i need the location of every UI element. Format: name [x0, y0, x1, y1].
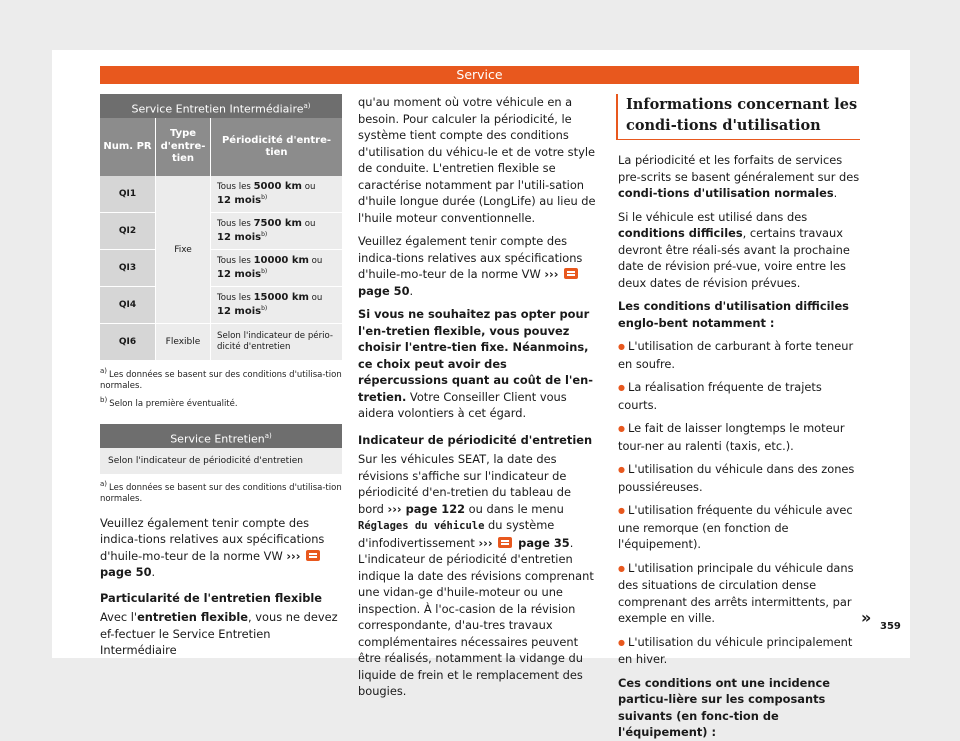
- list-item: ● Le fait de laisser longtemps le moteur tour-ner au ralenti (taxis, etc.).: [618, 420, 860, 454]
- footnote-b: $^{b)}$ Selon la première éventualité.: [100, 395, 238, 409]
- intermediate-service-table: [100, 118, 342, 361]
- paragraph: Avec l'entretien flexible, vous ne devez ef-fectuer le Service Entretien Intermédiaire: [100, 610, 338, 658]
- column-right: [618, 94, 860, 741]
- page-ref-link[interactable]: page 50: [358, 283, 410, 298]
- subheading: Les conditions d'utilisation difficiles englo-bent notamment :: [618, 299, 849, 330]
- paragraph: Veuillez également tenir compte des indica-tions relatives aux spécifications d'huile-mo-teur de la norme VW ››› page 50.: [358, 234, 583, 298]
- column-left: [100, 94, 342, 659]
- continue-arrow: »: [861, 608, 872, 627]
- paragraph: Sur les véhicules SEAT, la date des révisions s'affiche sur l'indicateur de périodicité d'en-tretien du tableau de bord ››› page 122 ou dans le menu Réglages du véhicule du système d'infodivertissement ››› page 35. L'indicateur de périodicité d'entretien indique la date des révisions comprenant une vidan-ge d'huile-moteur ou une inspection. À l'oc-casion de la révision correspondante, d'au-tres travaux complémentaires nécessaires peuvent être réalisés, notamment la vidange du liquide de frein et le remplacement des bougies.: [358, 452, 594, 698]
- page-ref-link[interactable]: ›››: [478, 535, 493, 550]
- list-item: ● L'utilisation fréquente du véhicule avec une remorque (en fonction de l'équipement).: [618, 502, 860, 553]
- page-ref-link[interactable]: ›››: [544, 267, 559, 281]
- table2-title: Service Entretien$^{a)}$: [100, 424, 342, 448]
- page-ref-link[interactable]: ›››: [286, 548, 301, 563]
- table-row: QI1 Fixe Tous les 5000 km ou 12 mois$^{b)}$: [100, 176, 342, 213]
- type-fixe: Fixe: [156, 176, 211, 324]
- column-middle: [358, 94, 600, 700]
- col-header-type: Type d'entre-tien: [156, 118, 211, 176]
- table1-title: Service Entretien Intermédiaire$^{a)}$: [100, 94, 342, 118]
- table2-footnote: $^{a)}$ Les données se basent sur des conditions d'utilisa-tion normales.: [100, 479, 342, 504]
- col-header-num: Num. PR: [100, 118, 156, 176]
- paragraph: Si le véhicule est utilisé dans des conditions difficiles, certains travaux devront être réali-sés avant la prochaine date de révision pré-vue, voire entre les deux dates de révision prévues.: [618, 209, 850, 290]
- section-header: Service: [100, 66, 859, 84]
- list-item: ● La réalisation fréquente de trajets courts.: [618, 379, 860, 413]
- list-item: ● L'utilisation du véhicule dans des zones poussiéreuses.: [618, 461, 860, 495]
- section-title: Informations concernant les condi-tions d'utilisation: [616, 94, 860, 140]
- subheading: Particularité de l'entretien flexible: [100, 590, 323, 605]
- page-ref-link[interactable]: page 35: [514, 535, 570, 550]
- footnote-a: $^{a)}$ Les données se basent sur des conditions d'utilisa-tion normales.: [100, 367, 342, 391]
- list-item: ● L'utilisation de carburant à forte teneur en soufre.: [618, 338, 860, 372]
- book-icon: [564, 268, 578, 279]
- page-ref-link[interactable]: page 50: [100, 565, 152, 580]
- table2-row: Selon l'indicateur de périodicité d'entretien: [100, 448, 342, 474]
- paragraph: Veuillez également tenir compte des indica-tions relatives aux spécifications d'huile-mo-teur de la norme VW ››› page 50.: [100, 515, 325, 580]
- page-number: 359: [880, 621, 901, 632]
- page-ref-link[interactable]: ››› page 122: [387, 501, 466, 516]
- list-item: ● L'utilisation principale du véhicule dans des situations de circulation dense comprenant des arrêts intermittents, par exemple en ville.: [618, 560, 860, 627]
- book-icon: [498, 537, 512, 548]
- menu-name: Réglages du véhicule: [358, 520, 485, 532]
- table-row: QI4 Tous les 15000 km ou 12 mois$^{b)}$: [100, 287, 342, 324]
- subheading: Indicateur de périodicité d'entretien: [358, 432, 593, 447]
- paragraph: La périodicité et les forfaits de services pre-scrits se basent généralement sur des condi-tions d'utilisation normales.: [618, 153, 860, 200]
- table-row: QI6 Flexible Selon l'indicateur de pério-dicité d'entretien: [100, 324, 342, 361]
- book-icon: [306, 550, 320, 561]
- table-row: QI3 Tous les 10000 km ou 12 mois$^{b)}$: [100, 250, 342, 287]
- paragraph: Si vous ne souhaitez pas opter pour l'en-tretien flexible, vous pouvez choisir l'entre-tien fixe. Néanmoins, ce choix peut avoir des répercussions quant au coût de l'en-tretien. Votre Conseiller Client vous aidera volontiers à cet égard.: [358, 307, 593, 420]
- list-item: ● L'utilisation du véhicule principalement en hiver.: [618, 634, 860, 668]
- subheading: Ces conditions ont une incidence particu-lière sur les composants suivants (en fonc-tion de l'équipement) :: [618, 675, 830, 739]
- paragraph: qu'au moment où votre véhicule en a besoin. Pour calculer la périodicité, le système tient compte des conditions d'utilisation du véhicu-le et de votre style de conduite. L'entretien flexible se caractérise notamment par l'utili-sation d'huile longue durée (LongLife) au lieu de l'huile moteur conventionnelle.: [358, 95, 596, 225]
- col-header-periodicity: Périodicité d'entre-tien: [211, 118, 343, 176]
- table-row: QI2 Tous les 7500 km ou 12 mois$^{b)}$: [100, 213, 342, 250]
